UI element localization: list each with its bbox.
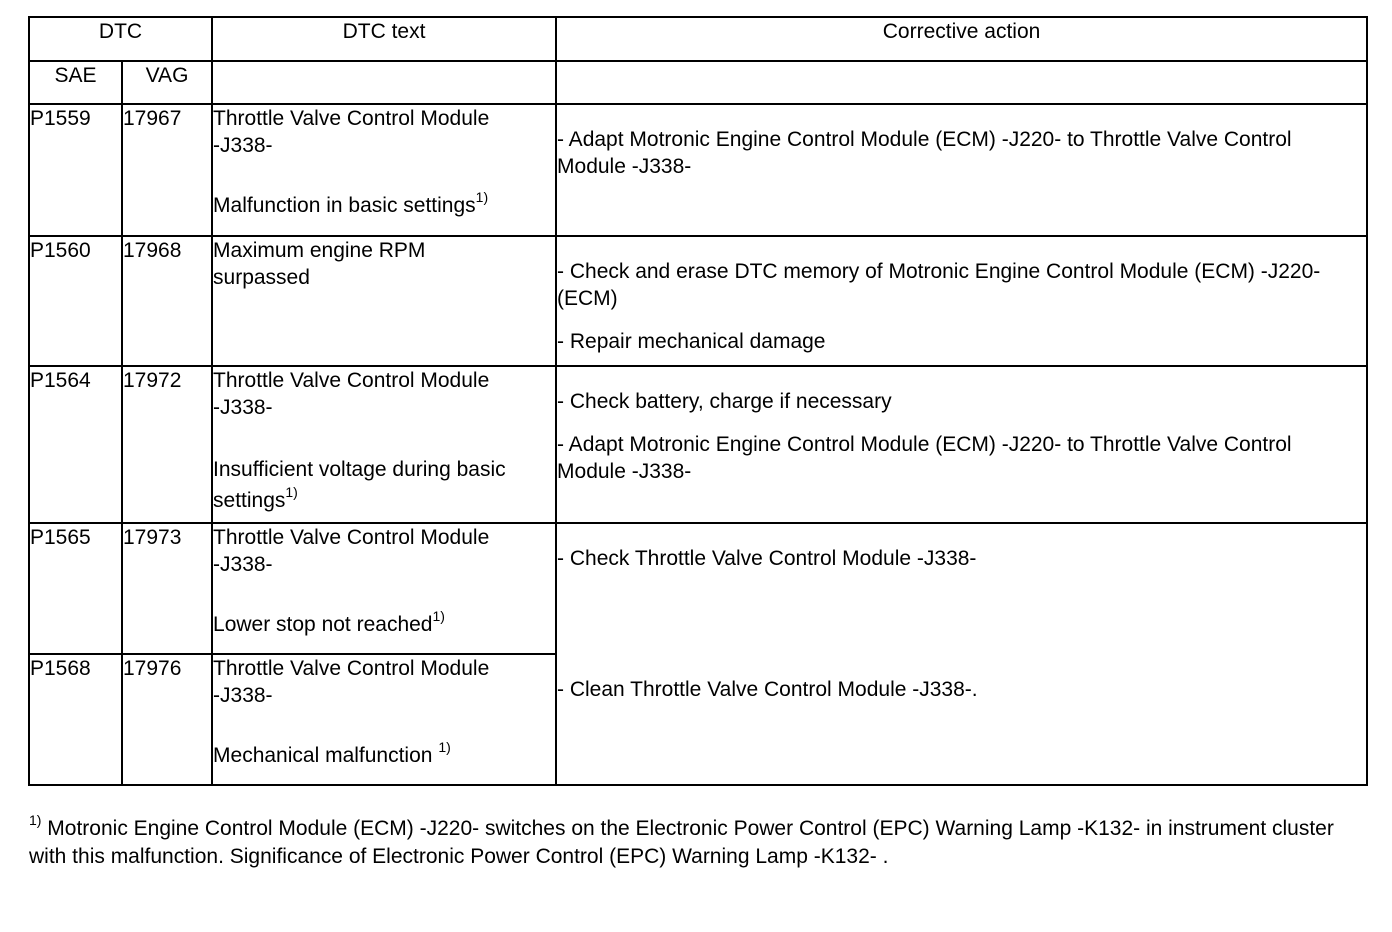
dtc-text-line: Throttle Valve Control Module	[213, 657, 490, 680]
sae-code: P1559	[29, 104, 122, 236]
dtc-text-cell	[212, 654, 556, 785]
header-dtc-text-empty	[212, 61, 556, 104]
dtc-text-cell	[212, 366, 556, 523]
sae-code: P1568	[29, 654, 122, 785]
action-cell	[556, 366, 1367, 523]
dtc-text-line: Throttle Valve Control Module	[213, 526, 490, 549]
header-sae: SAE	[29, 61, 122, 104]
subheader-row	[29, 61, 1367, 104]
footnote-mark: 1)	[475, 189, 489, 205]
dtc-text-line: Throttle Valve Control Module	[213, 107, 490, 130]
dtc-text-line: -J338-	[213, 684, 273, 707]
dtc-text-line: Throttle Valve Control Module	[213, 369, 490, 392]
header-dtc: DTC	[29, 17, 212, 61]
footnote-mark: 1)	[285, 484, 298, 500]
vag-code: 17972	[122, 366, 212, 523]
header-action-empty	[556, 61, 1367, 104]
dtc-text-detail: Mechanical malfunction	[213, 744, 433, 767]
dtc-text-line: -J338-	[213, 134, 273, 157]
action-item: - Check Throttle Valve Control Module -J338-	[557, 547, 977, 570]
dtc-text-line: Maximum engine RPM surpassed	[213, 239, 426, 289]
action-item: - Repair mechanical damage	[557, 330, 826, 353]
table-row	[29, 366, 1367, 523]
dtc-table	[28, 16, 1368, 786]
dtc-text-detail: Lower stop not reached	[213, 613, 433, 636]
action-item: - Check and erase DTC memory of Motronic Engine Control Module (ECM) -J220- (ECM)	[557, 260, 1321, 310]
dtc-text-cell	[212, 104, 556, 236]
footnote	[29, 812, 1369, 871]
vag-code: 17976	[122, 654, 212, 785]
table-row	[29, 236, 1367, 366]
table-row	[29, 523, 1367, 654]
sae-code: P1564	[29, 366, 122, 523]
sae-code: P1560	[29, 236, 122, 366]
dtc-text-line: -J338-	[213, 553, 273, 576]
action-cell	[556, 104, 1367, 236]
dtc-text-cell	[212, 523, 556, 654]
sae-code: P1565	[29, 523, 122, 654]
action-cell	[556, 236, 1367, 366]
dtc-text-detail: Insufficient voltage during basic settings	[213, 458, 506, 512]
header-vag: VAG	[122, 61, 212, 104]
action-cell	[556, 523, 1367, 785]
vag-code: 17967	[122, 104, 212, 236]
table-row	[29, 104, 1367, 236]
vag-code: 17968	[122, 236, 212, 366]
vag-code: 17973	[122, 523, 212, 654]
header-corrective-action: Corrective action	[556, 17, 1367, 61]
dtc-text-detail: Malfunction in basic settings	[213, 194, 476, 217]
header-row	[29, 17, 1367, 61]
action-item: - Check battery, charge if necessary	[557, 390, 892, 413]
footnote-mark: 1)	[29, 812, 42, 828]
header-dtc-text: DTC text	[212, 17, 556, 61]
footnote-mark: 1)	[432, 608, 445, 624]
dtc-text-line: -J338-	[213, 396, 273, 419]
footnote-mark: 1)	[438, 739, 451, 755]
footnote-text: Motronic Engine Control Module (ECM) -J220- switches on the Electronic Power Control (EPC) Warning Lamp -K132- in instrument cluster with this malfunction. Significance of Electronic Power Control (EPC) Warning Lamp -K132- .	[29, 817, 1334, 868]
action-item: - Adapt Motronic Engine Control Module (ECM) -J220- to Throttle Valve Control Module -J338-	[557, 433, 1292, 483]
dtc-text-cell	[212, 236, 556, 366]
action-item: - Clean Throttle Valve Control Module -J338-.	[557, 678, 978, 701]
action-item: - Adapt Motronic Engine Control Module (ECM) -J220- to Throttle Valve Control Module -J338-	[557, 128, 1292, 178]
